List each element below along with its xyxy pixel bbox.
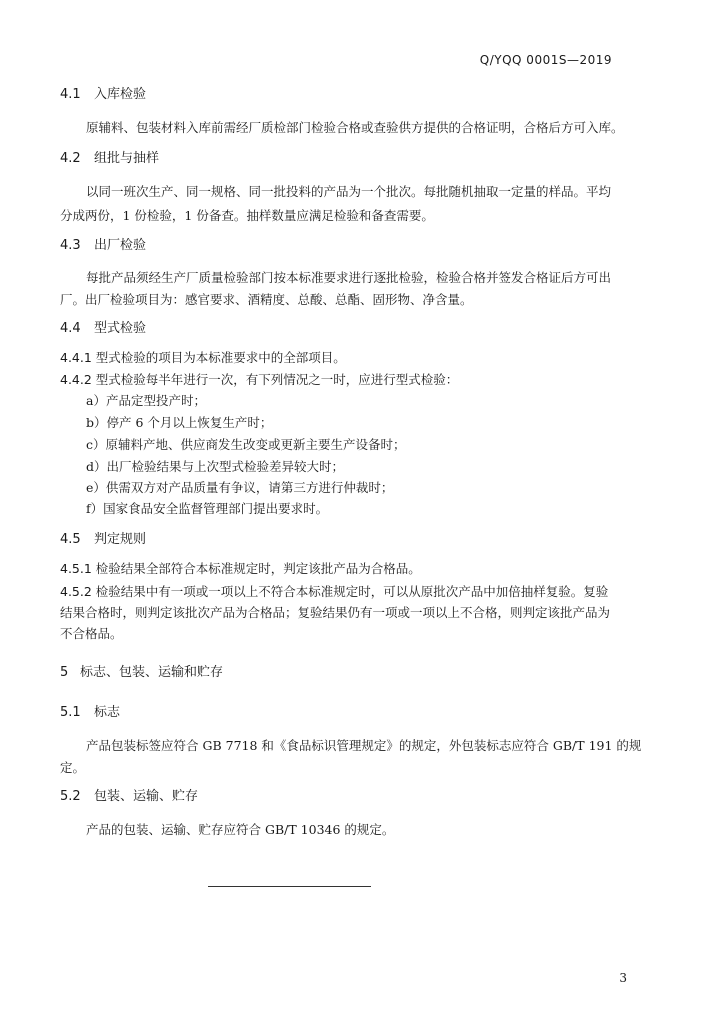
section-title: 出厂检验 <box>94 238 147 253</box>
list-item: a）产品定型投产时； <box>86 393 206 408</box>
clause-4-5-1: 4.5.1 检验结果全部符合本标准规定时，判定该批产品为合格品。 <box>60 561 421 576</box>
section-number: 5 <box>60 665 69 680</box>
section-title: 型式检验 <box>94 321 147 336</box>
section-number: 4.1 <box>60 87 81 102</box>
section-title: 包装、运输、贮存 <box>94 789 199 804</box>
section-5-heading <box>60 665 223 681</box>
section-4-1-paragraph: 原辅料、包装材料入库前需经厂质检部门检验合格或查验供方提供的合格证明，合格后方可入库。 <box>86 120 624 135</box>
section-4-1-heading <box>60 87 146 103</box>
clause-4-5-2-line-1: 4.5.2 检验结果中有一项或一项以上不符合本标准规定时，可以从原批次产品中加倍抽样复验。复验 <box>60 584 609 599</box>
section-title: 入库检验 <box>94 87 147 102</box>
section-title: 组批与抽样 <box>94 151 160 166</box>
section-title: 判定规则 <box>94 532 147 547</box>
section-number: 4.5 <box>60 532 81 547</box>
section-number: 5.1 <box>60 705 81 720</box>
section-number: 4.4 <box>60 321 81 336</box>
clause-4-4-2: 4.4.2 型式检验每半年进行一次，有下列情况之一时，应进行型式检验： <box>60 372 459 387</box>
list-item: c）原辅料产地、供应商发生改变或更新主要生产设备时； <box>86 437 406 452</box>
section-5-1-paragraph-line-2: 定。 <box>60 760 86 775</box>
list-item: e）供需双方对产品质量有争议，请第三方进行仲裁时； <box>86 480 394 495</box>
end-rule <box>208 886 371 887</box>
section-number: 4.3 <box>60 238 81 253</box>
section-5-1-paragraph-line-1: 产品包装标签应符合 GB 7718 和《食品标识管理规定》的规定，外包装标志应符合 GB/T 191 的规 <box>86 738 642 753</box>
standard-code: Q/YQQ 0001S—2019 <box>479 53 612 67</box>
clause-4-5-2-line-3: 不合格品。 <box>60 626 123 641</box>
section-5-2-heading <box>60 789 198 805</box>
section-4-2-paragraph-line-1: 以同一班次生产、同一规格、同一批投料的产品为一个批次。每批随机抽取一定量的样品。平均 <box>86 184 612 199</box>
clause-4-4-1: 4.4.1 型式检验的项目为本标准要求中的全部项目。 <box>60 350 346 365</box>
section-4-4-heading <box>60 321 146 337</box>
section-5-1-heading <box>60 705 120 721</box>
section-4-2-heading <box>60 151 159 167</box>
section-number: 5.2 <box>60 789 81 804</box>
list-item: f）国家食品安全监督管理部门提出要求时。 <box>86 501 329 516</box>
section-number: 4.2 <box>60 151 81 166</box>
section-4-5-heading <box>60 532 146 548</box>
section-title: 标志 <box>94 705 121 720</box>
section-4-3-paragraph-line-2: 厂。出厂检验项目为：感官要求、酒精度、总酸、总酯、固形物、净含量。 <box>60 292 473 307</box>
section-4-3-paragraph-line-1: 每批产品须经生产厂质量检验部门按本标准要求进行逐批检验，检验合格并签发合格证后方可出 <box>86 270 612 285</box>
list-item: b）停产 6 个月以上恢复生产时； <box>86 415 273 430</box>
clause-4-5-2-line-2: 结果合格时，则判定该批次产品为合格品；复验结果仍有一项或一项以上不合格，则判定该批产品为 <box>60 605 611 620</box>
section-5-2-paragraph: 产品的包装、运输、贮存应符合 GB/T 10346 的规定。 <box>86 822 395 837</box>
section-4-2-paragraph-line-2: 分成两份，1 份检验，1 份备查。抽样数量应满足检验和备查需要。 <box>60 208 434 223</box>
list-item: d）出厂检验结果与上次型式检验差异较大时； <box>86 459 345 474</box>
section-title: 标志、包装、运输和贮存 <box>80 665 224 680</box>
section-4-3-heading <box>60 238 146 254</box>
page-number: 3 <box>619 971 627 985</box>
